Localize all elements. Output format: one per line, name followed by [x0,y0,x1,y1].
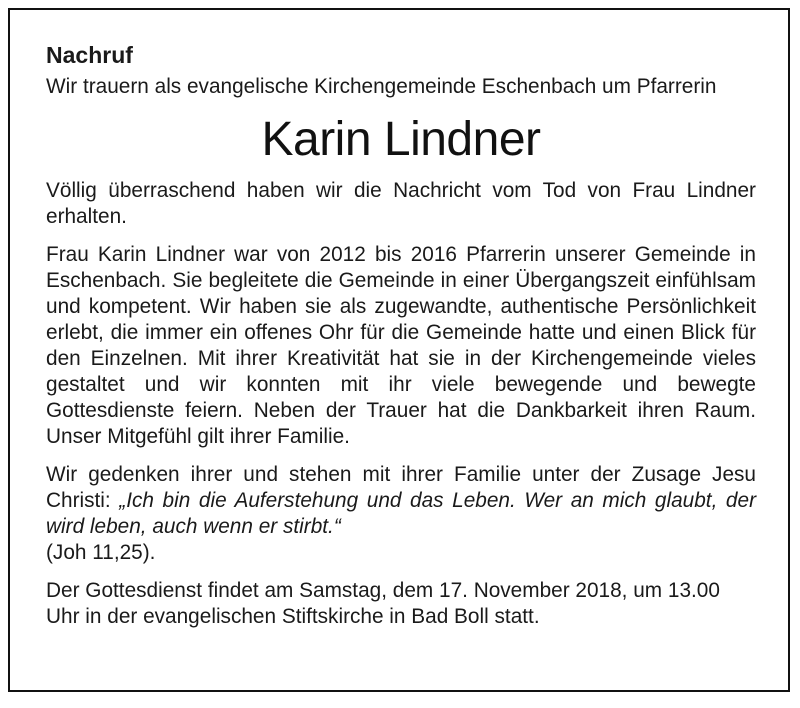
paragraph-tribute: Frau Karin Lindner war von 2012 bis 2016 Pfarrerin unserer Gemeinde in Eschenbach. Sie begleitete die Gemeinde in einer Übergangszeit einfühlsam und kompetent. Wir haben sie als zugewandte, authentische Persönlichkeit erlebt, die immer ein offenes Ohr für die Gemeinde hatte und einen Blick für den Einzelnen. Mit ihrer Kreativität hat sie in der Kirchengemeinde vieles gestaltet und wir konnten mit ihr viele bewegende und bewegte Gottesdienste feiern. Neben der Trauer hat die Dankbarkeit ihren Raum. Unser Mitgefühl gilt ihrer Familie. [46,243,756,448]
notice-heading: Nachruf [46,42,133,68]
notice-intro: Wir trauern als evangelische Kirchengemeinde Eschenbach um Pfarrerin [46,75,717,98]
paragraph-service: Der Gottesdienst findet am Samstag, dem 17. November 2018, um 13.00 Uhr in der evangelischen Stiftskirche in Bad Boll statt. [46,579,720,628]
paragraph-remembrance [46,462,756,566]
deceased-name: Karin Lindner [261,113,541,166]
obituary-notice [46,40,756,630]
bible-reference: (Joh 11,25). [46,541,156,564]
paragraph-news: Völlig überraschend haben wir die Nachricht vom Tod von Frau Lindner erhalten. [46,179,756,228]
bible-quote: „Ich bin die Auferstehung und das Leben. Wer an mich glaubt, der wird leben, auch wenn er stirbt.“ [46,489,756,538]
remembrance-lead: Wir gedenken ihrer und stehen mit ihrer Familie unter der Zusage Jesu Christi: [46,463,756,512]
